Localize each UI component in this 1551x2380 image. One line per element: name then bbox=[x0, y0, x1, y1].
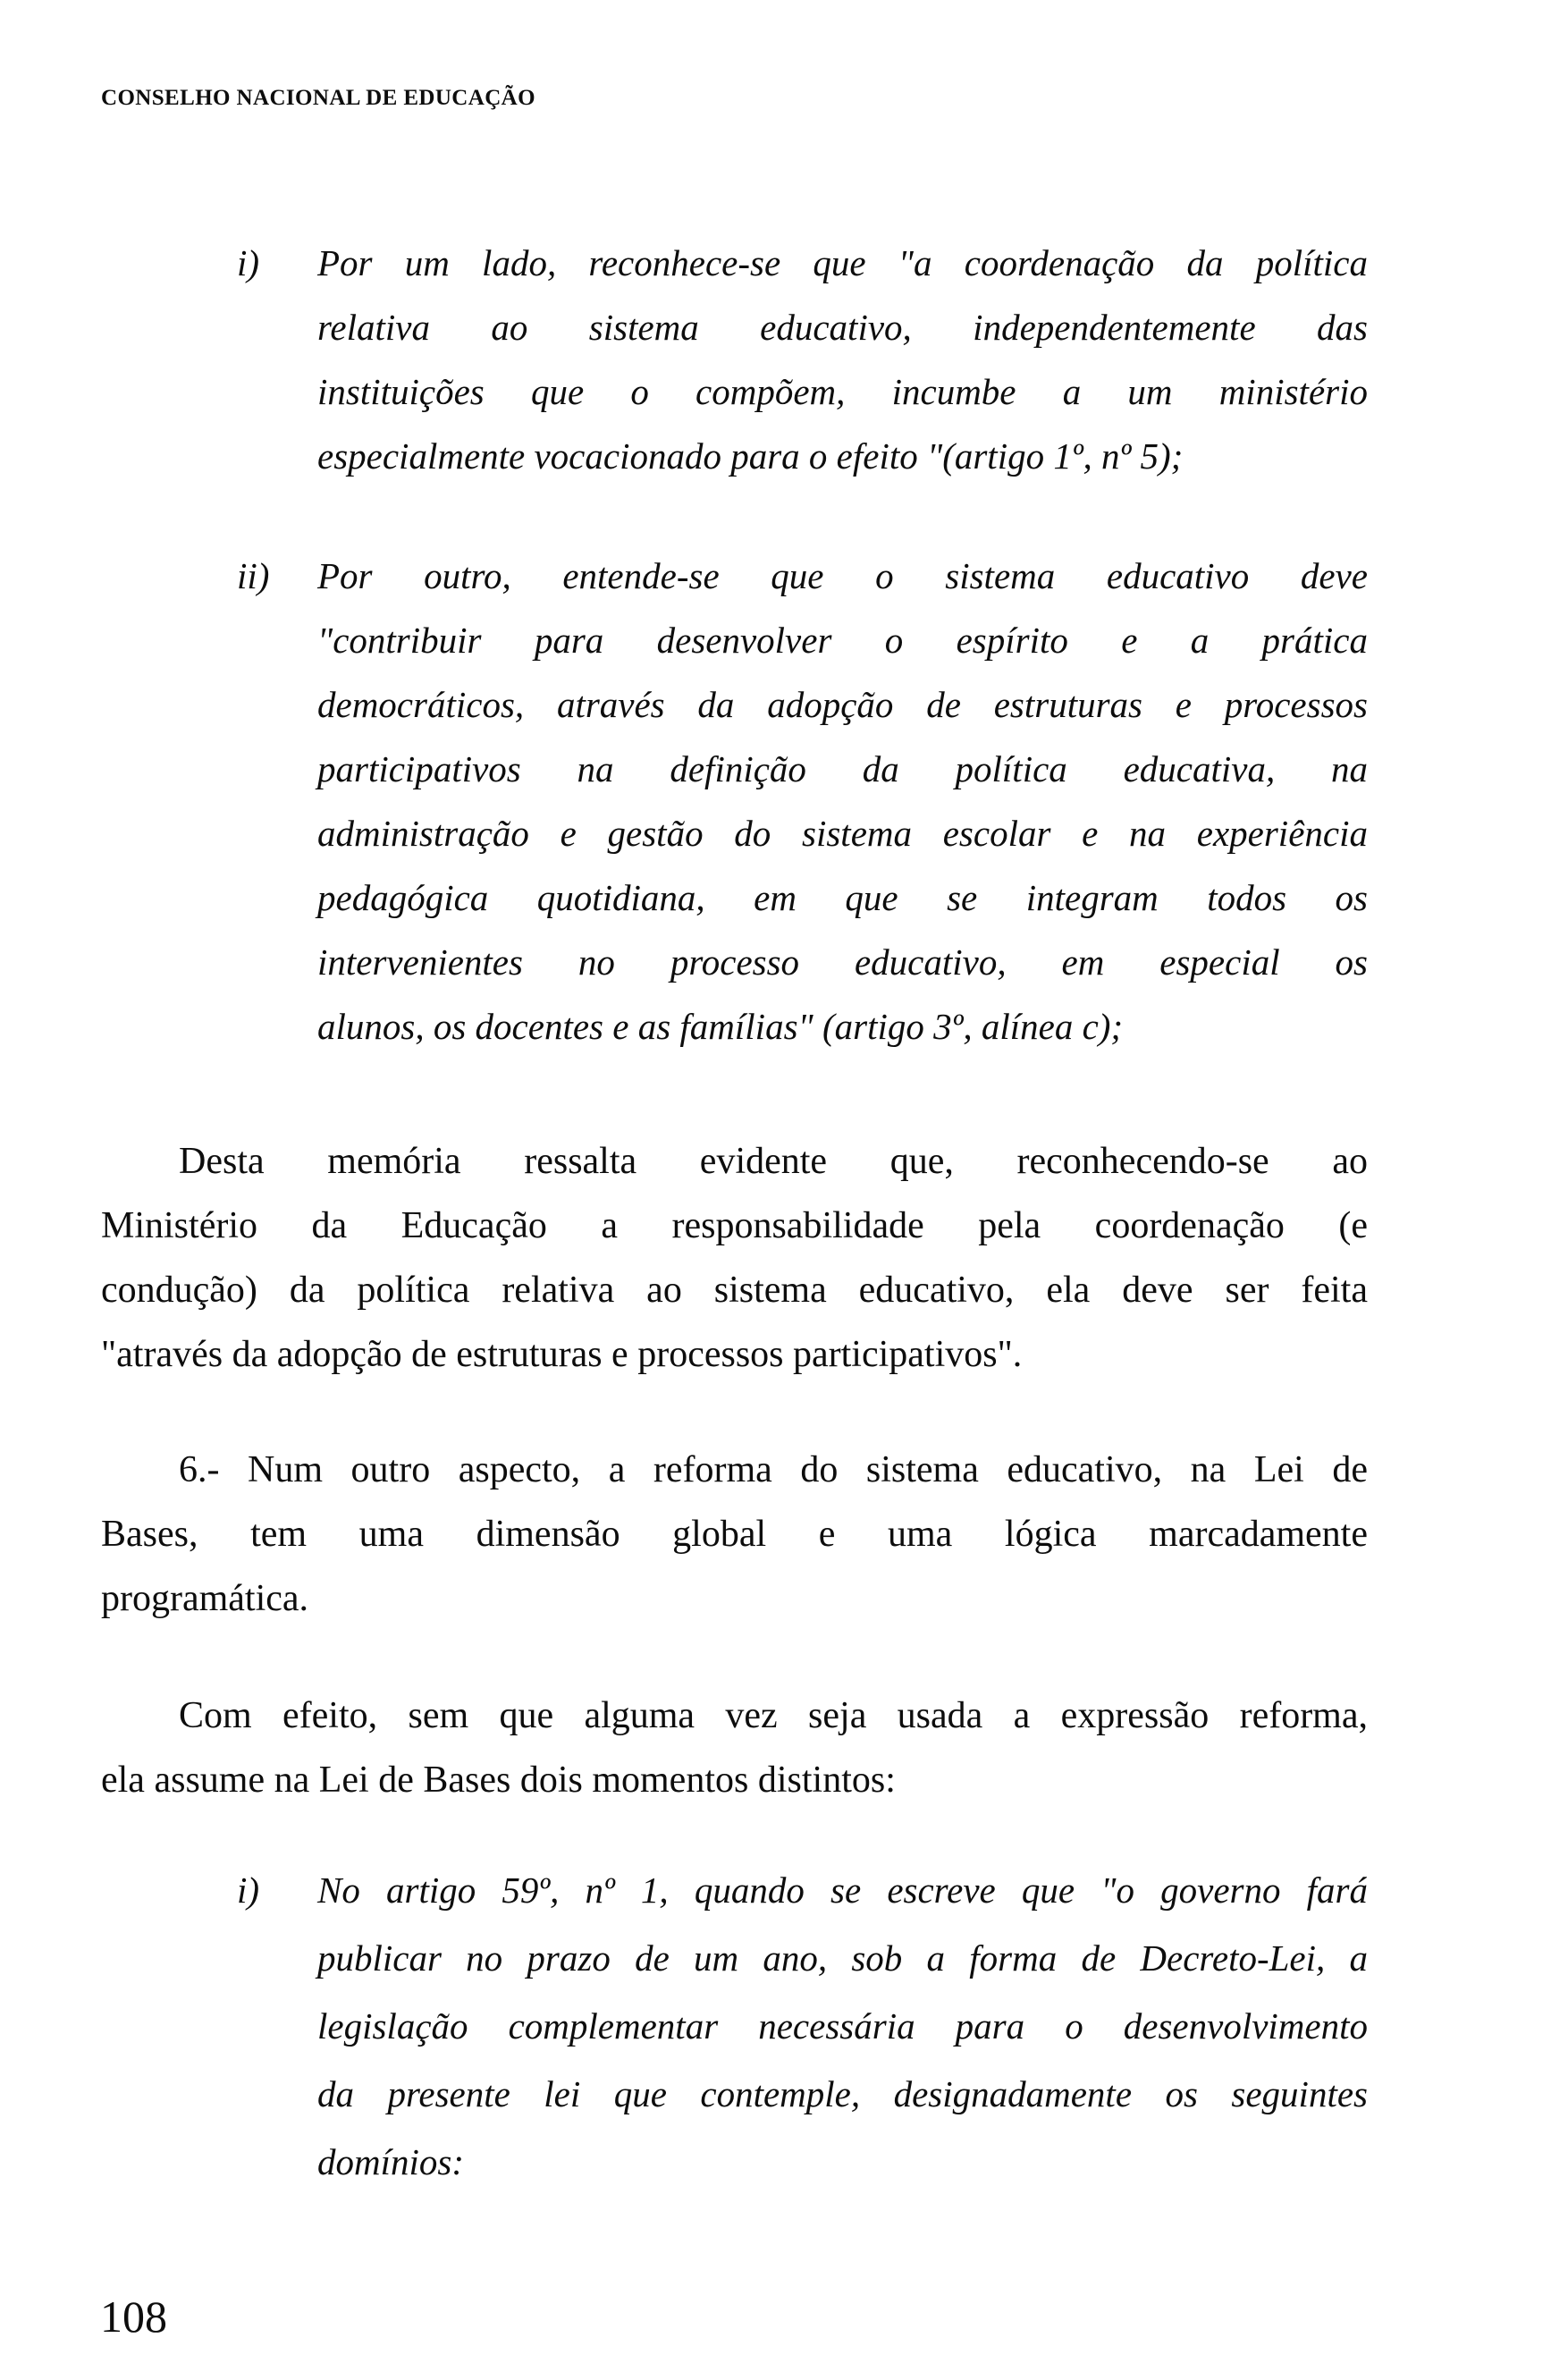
list-item bbox=[237, 1856, 1368, 2196]
paragraph bbox=[101, 1438, 1368, 1631]
text-line: especialmente vocacionado para o efeito "(artigo 1º, nº 5); bbox=[317, 435, 1184, 477]
text-line: "através da adopção de estruturas e processos participativos". bbox=[101, 1334, 1023, 1375]
text-line: Ministério da Educação a responsabilidade pela coordenação (e bbox=[101, 1205, 1368, 1246]
text-line: da presente lei que contemple, designadamente os seguintes bbox=[317, 2073, 1368, 2114]
text-line: No artigo 59º, nº 1, quando se escreve que "o governo fará bbox=[317, 1869, 1368, 1911]
text-line: publicar no prazo de um ano, sob a forma de Decreto-Lei, a bbox=[317, 1937, 1368, 1979]
text-line: programática. bbox=[101, 1578, 309, 1619]
text-line: participativos na definição da política educativa, na bbox=[317, 748, 1368, 789]
list-item-text bbox=[317, 231, 1368, 488]
text-line: instituições que o compõem, incumbe a um ministério bbox=[317, 371, 1368, 412]
text-line: administração e gestão do sistema escolar e na experiência bbox=[317, 813, 1368, 854]
text-line: condução) da política relativa ao sistema educativo, ela deve ser feita bbox=[101, 1270, 1368, 1311]
list-marker: ii) bbox=[237, 555, 270, 596]
text-line: Por outro, entende-se que o sistema educativo deve bbox=[317, 555, 1368, 596]
text-line: domínios: bbox=[317, 2141, 464, 2182]
running-header: CONSELHO NACIONAL DE EDUCAÇÃO bbox=[101, 86, 535, 110]
text-line: ela assume na Lei de Bases dois momentos distintos: bbox=[101, 1760, 896, 1801]
page-body bbox=[101, 0, 1368, 2380]
list-item bbox=[237, 231, 1368, 488]
list-item-text bbox=[317, 544, 1368, 1059]
text-line: Desta memória ressalta evidente que, reconhecendo-se ao bbox=[179, 1141, 1368, 1182]
text-line: democráticos, através da adopção de estruturas e processos bbox=[317, 684, 1368, 725]
list-marker: i) bbox=[237, 242, 260, 283]
text-line: "contribuir para desenvolver o espírito e a prática bbox=[317, 620, 1368, 661]
list-marker: i) bbox=[237, 1869, 260, 1911]
text-line: Bases, tem uma dimensão global e uma lógica marcadamente bbox=[101, 1514, 1368, 1555]
text-line: legislação complementar necessária para o desenvolvimento bbox=[317, 2005, 1368, 2047]
text-line: alunos, os docentes e as famílias" (artigo 3º, alínea c); bbox=[317, 1006, 1124, 1047]
text-line: 6.- Num outro aspecto, a reforma do sistema educativo, na Lei de bbox=[179, 1449, 1368, 1490]
text-line: pedagógica quotidiana, em que se integram todos os bbox=[317, 877, 1368, 918]
page-number: 108 bbox=[100, 2291, 167, 2342]
paragraph bbox=[101, 1684, 1368, 1812]
list-item bbox=[237, 544, 1368, 1059]
text-line: Com efeito, sem que alguma vez seja usada a expressão reforma, bbox=[179, 1695, 1368, 1736]
text-line: Por um lado, reconhece-se que "a coordenação da política bbox=[317, 242, 1368, 283]
list-item-text bbox=[317, 1856, 1368, 2196]
text-line: intervenientes no processo educativo, em especial os bbox=[317, 941, 1368, 983]
text-line: relativa ao sistema educativo, independentemente das bbox=[317, 307, 1368, 348]
paragraph bbox=[101, 1129, 1368, 1387]
